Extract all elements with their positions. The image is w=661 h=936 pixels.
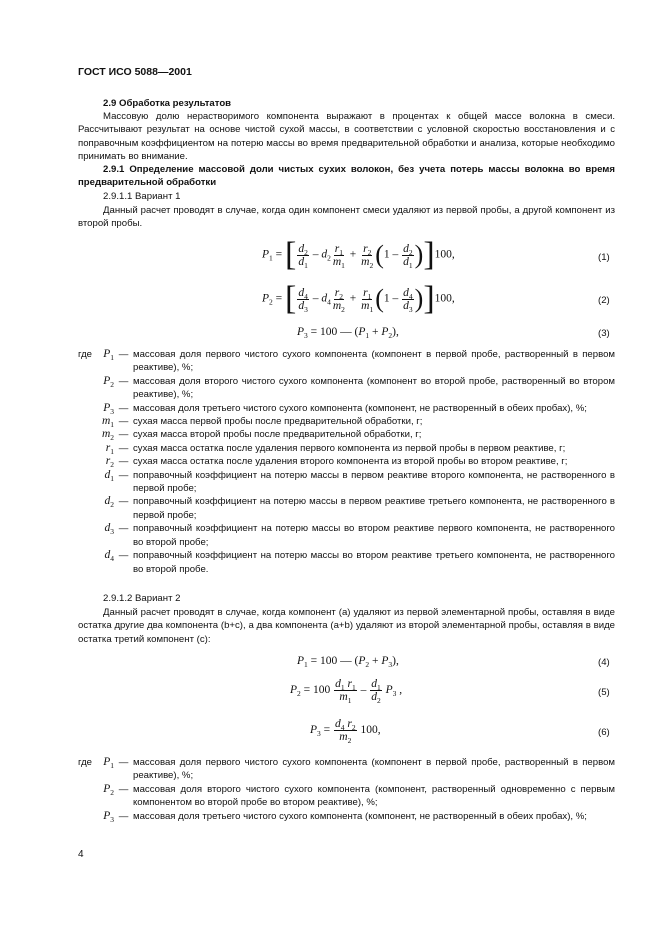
definition-row: $P_2$ — массовая доля второго чистого сухого компонента (компонент, растворенный одновременно с первым компонентом во второй пробе во втором реактиве), %; [103,782,615,809]
definition-row: $m_1$ — сухая масса первой пробы после предварительной обработки, г; [101,415,423,430]
definition-row: $d_1$ — поправочный коэффициент на потерю массы в первом реактиве второго компонента, не растворенного в первой пробе; [104,468,615,495]
definition-row: $P_3$ — массовая доля третьего чистого сухого компонента (компонент, не растворенный в обеих пробах), %; [103,809,587,824]
document-header: ГОСТ ИСО 5088—2001 [78,66,192,78]
variant-1-label: 2.9.1.1 Вариант 1 [103,191,181,202]
definition-row: $d_3$ — поправочный коэффициент на потерю массы во втором реактиве первого компонента, не растворенного во второй пробе; [104,522,615,548]
definition-row: $P_1$ — массовая доля первого чистого сухого компонента (компонент в первой пробе, растворенный в первом реактиве), %; [103,756,615,782]
definition-row: $P_1$ — массовая доля первого чистого сухого компонента (компонент в первой пробе, растворенный в первом реактиве), %; [103,348,615,374]
subsection-heading: 2.9.1 Определение массовой доли чистых сухих волокон, без учета потерь массы волокна во время предварительной обработки [78,164,615,189]
where-label: где [78,349,93,360]
definition-row: $r_1$ — сухая масса остатка после удаления первого компонента из первой пробы в первом реактиве, г; [105,441,566,456]
definitions-list-2 [78,756,615,823]
equation-number-2: (2) [598,295,610,306]
variant-2-text: Данный расчет проводят в случае, когда компонент (a) удаляют из первой элементарной пробы, оставляя в виде остатка другие два компонента (b+c), а два компонента (a+b) удаляют из второй элементарной пробы, оставляя в виде остатка третий компонент (c): [78,607,615,645]
where-label-2: где [78,757,93,768]
equation-4: $P_1 = 100$ — $(P_2 + P_3)$, [297,655,399,669]
definition-row: $d_2$ — поправочный коэффициент на потерю массы в первом реактиве третьего компонента, не растворенного в первой пробе; [104,495,615,521]
equation-number-6: (6) [598,727,610,738]
equation-number-1: (1) [598,252,610,263]
equation-number-5: (5) [598,687,610,698]
definition-row: $m_2$ — сухая масса второй пробы после предварительной обработки, г; [101,428,422,443]
equation-5: $P_2 = 100$ $\frac{d_1 r_1}{m_1}$ – $\frac{d_1}{d_2}$ $P_3$ , [290,678,403,705]
definition-row: $P_3$ — массовая доля третьего чистого сухого компонента (компонент, не растворенный в обеих пробах), %; [103,401,587,416]
section-heading: 2.9 Обработка результатов [103,98,232,109]
definition-row: $d_4$ — поправочный коэффициент на потерю массы во втором реактиве третьего компонента, не растворенного во второй пробе. [104,549,615,575]
variant-1-text: Данный расчет проводят в случае, когда один компонент смеси удаляют из первой пробы, а другой компонент из второй пробы. [78,205,615,230]
equation-6: $P_3$ = $\frac{d_4 r_2}{m_2}$ 100, [310,718,381,745]
equation-number-3: (3) [598,328,610,339]
equation-number-4: (4) [598,657,610,668]
equation-3: $P_3 = 100$ — $(P_1 + P_2)$, [297,326,399,340]
definition-row: $r_2$ — сухая масса остатка после удаления второго компонента из второй пробы во втором реактиве, г; [105,455,568,470]
definition-row: $P_2$ — массовая доля второго чистого сухого компонента (компонент во второй пробе, растворенный во втором реактиве), %; [103,374,615,401]
equation-1: $P_1$ = [ $\frac{d_2}{d_1}$ – $d_2$ $\frac{r_1}{m_1}$ + $\frac{r_2}{m_2}$ (1 – $\frac{d_2}{d_1}$ )]100, [262,236,455,273]
variant-2-label: 2.9.1.2 Вариант 2 [103,593,181,604]
paragraph-intro: Массовую долю нерастворимого компонента выражают в процентах к общей массе волокна в смеси. Рассчитывают результат на основе чистой сухой массы, в соответствии с условной скоростью восстановления и с поправочным коэффициентом на потерю массы во время предварительной обработки и анализа, которые необходимо принимать во внимание. [78,111,615,163]
definitions-list-1 [78,348,615,576]
equation-2: $P_2$ = [ $\frac{d_4}{d_3}$ – $d_4$ $\frac{r_2}{m_2}$ + $\frac{r_1}{m_1}$ (1 – $\frac{d_4}{d_3}$ )]100, [262,280,455,317]
page-number: 4 [78,849,84,860]
